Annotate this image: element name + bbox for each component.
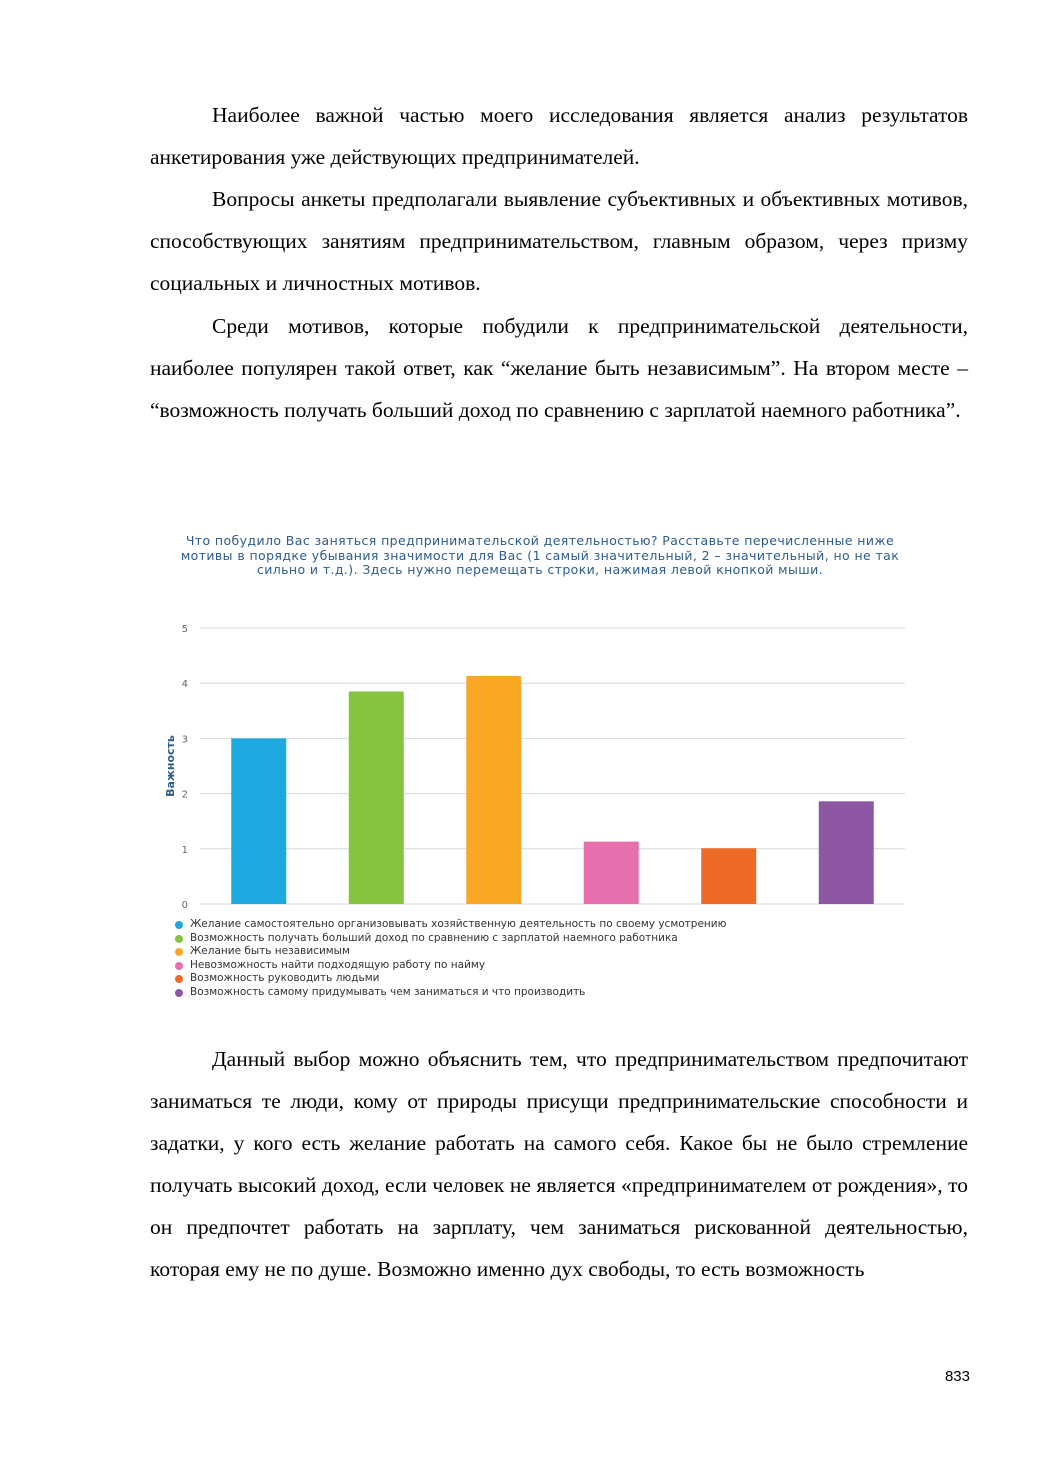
legend-marker-icon — [175, 921, 183, 929]
paragraph-1-text: Наиболее важной частью моего исследования является анализ результатов анкетирования уже действующих предпринимателей. — [150, 103, 968, 169]
legend-label: Возможность самому придумывать чем заниматься и что производить — [190, 985, 586, 998]
legend-marker-icon — [175, 935, 183, 943]
bar — [466, 676, 521, 904]
legend-label: Возможность получать больший доход по сравнению с зарплатой наемного работника — [190, 931, 678, 944]
legend-item — [174, 932, 894, 946]
legend-marker-icon — [175, 962, 183, 970]
bar — [701, 848, 756, 904]
legend-marker-icon — [175, 975, 183, 983]
legend-marker-icon — [175, 948, 183, 956]
paragraph-3 — [150, 305, 968, 431]
paragraph-2 — [150, 178, 968, 304]
bar — [819, 801, 874, 904]
legend-label: Невозможность найти подходящую работу по найму — [190, 958, 486, 971]
page-number: 833 — [944, 1368, 970, 1385]
legend-label: Желание самостоятельно организовывать хозяйственную деятельность по своему усмотрению — [190, 918, 727, 930]
y-tick-label: 0 — [181, 900, 188, 911]
y-axis-label: Важность — [164, 735, 177, 797]
y-tick-label: 5 — [181, 624, 188, 635]
bar — [231, 738, 286, 904]
legend-item — [174, 918, 894, 932]
y-tick-label: 2 — [181, 789, 188, 801]
legend-label: Желание быть независимым — [190, 945, 350, 957]
legend-item — [174, 959, 894, 973]
legend-item — [174, 972, 894, 986]
y-tick-label: 1 — [181, 844, 188, 856]
legend-item — [174, 945, 894, 959]
legend-marker-icon — [175, 989, 183, 997]
paragraph-4 — [150, 1038, 968, 1290]
bar — [584, 842, 639, 904]
paragraph-3-text: Среди мотивов, которые побудили к предпринимательской деятельности, наиболее популярен такой ответ, как “желание быть независимым”. На втором месте – “возможность получать больший доход по сравнению с зарплатой наемного работника”. — [150, 314, 968, 422]
chart-title: Что побудило Вас заняться предпринимательской деятельностью? Расставьте перечисленные ниже мотивы в порядке убывания значимости для Вас (1 самый значительный, 2 – значительный, но не так сильно и т.д.). Здесь нужно перемещать строки, нажимая левой кнопкой мыши. — [180, 533, 900, 577]
motives-bar-chart — [150, 525, 930, 1025]
y-tick-label: 3 — [181, 734, 188, 746]
bar — [349, 691, 404, 904]
chart-plot — [150, 525, 930, 915]
paragraph-1 — [150, 94, 968, 178]
paragraph-2-text: Вопросы анкеты предполагали выявление субъективных и объективных мотивов, способствующих занятиям предпринимательством, главным образом, через призму социальных и личностных мотивов. — [150, 187, 968, 295]
legend-label: Возможность руководить людьми — [190, 972, 380, 984]
y-tick-label: 4 — [181, 679, 188, 691]
chart-legend — [174, 918, 894, 999]
paragraph-4-text: Данный выбор можно объяснить тем, что предпринимательством предпочитают заниматься те люди, кому от природы присущи предпринимательские способности и задатки, у кого есть желание работать на самого себя. Какое бы не было стремление получать высокий доход, если человек не является «предпринимателем от рождения», то он предпочтет работать на зарплату, чем заниматься рискованной деятельностью, которая ему не по душе. Возможно именно дух свободы, то есть возможность — [150, 1047, 968, 1281]
legend-item — [174, 986, 894, 1000]
